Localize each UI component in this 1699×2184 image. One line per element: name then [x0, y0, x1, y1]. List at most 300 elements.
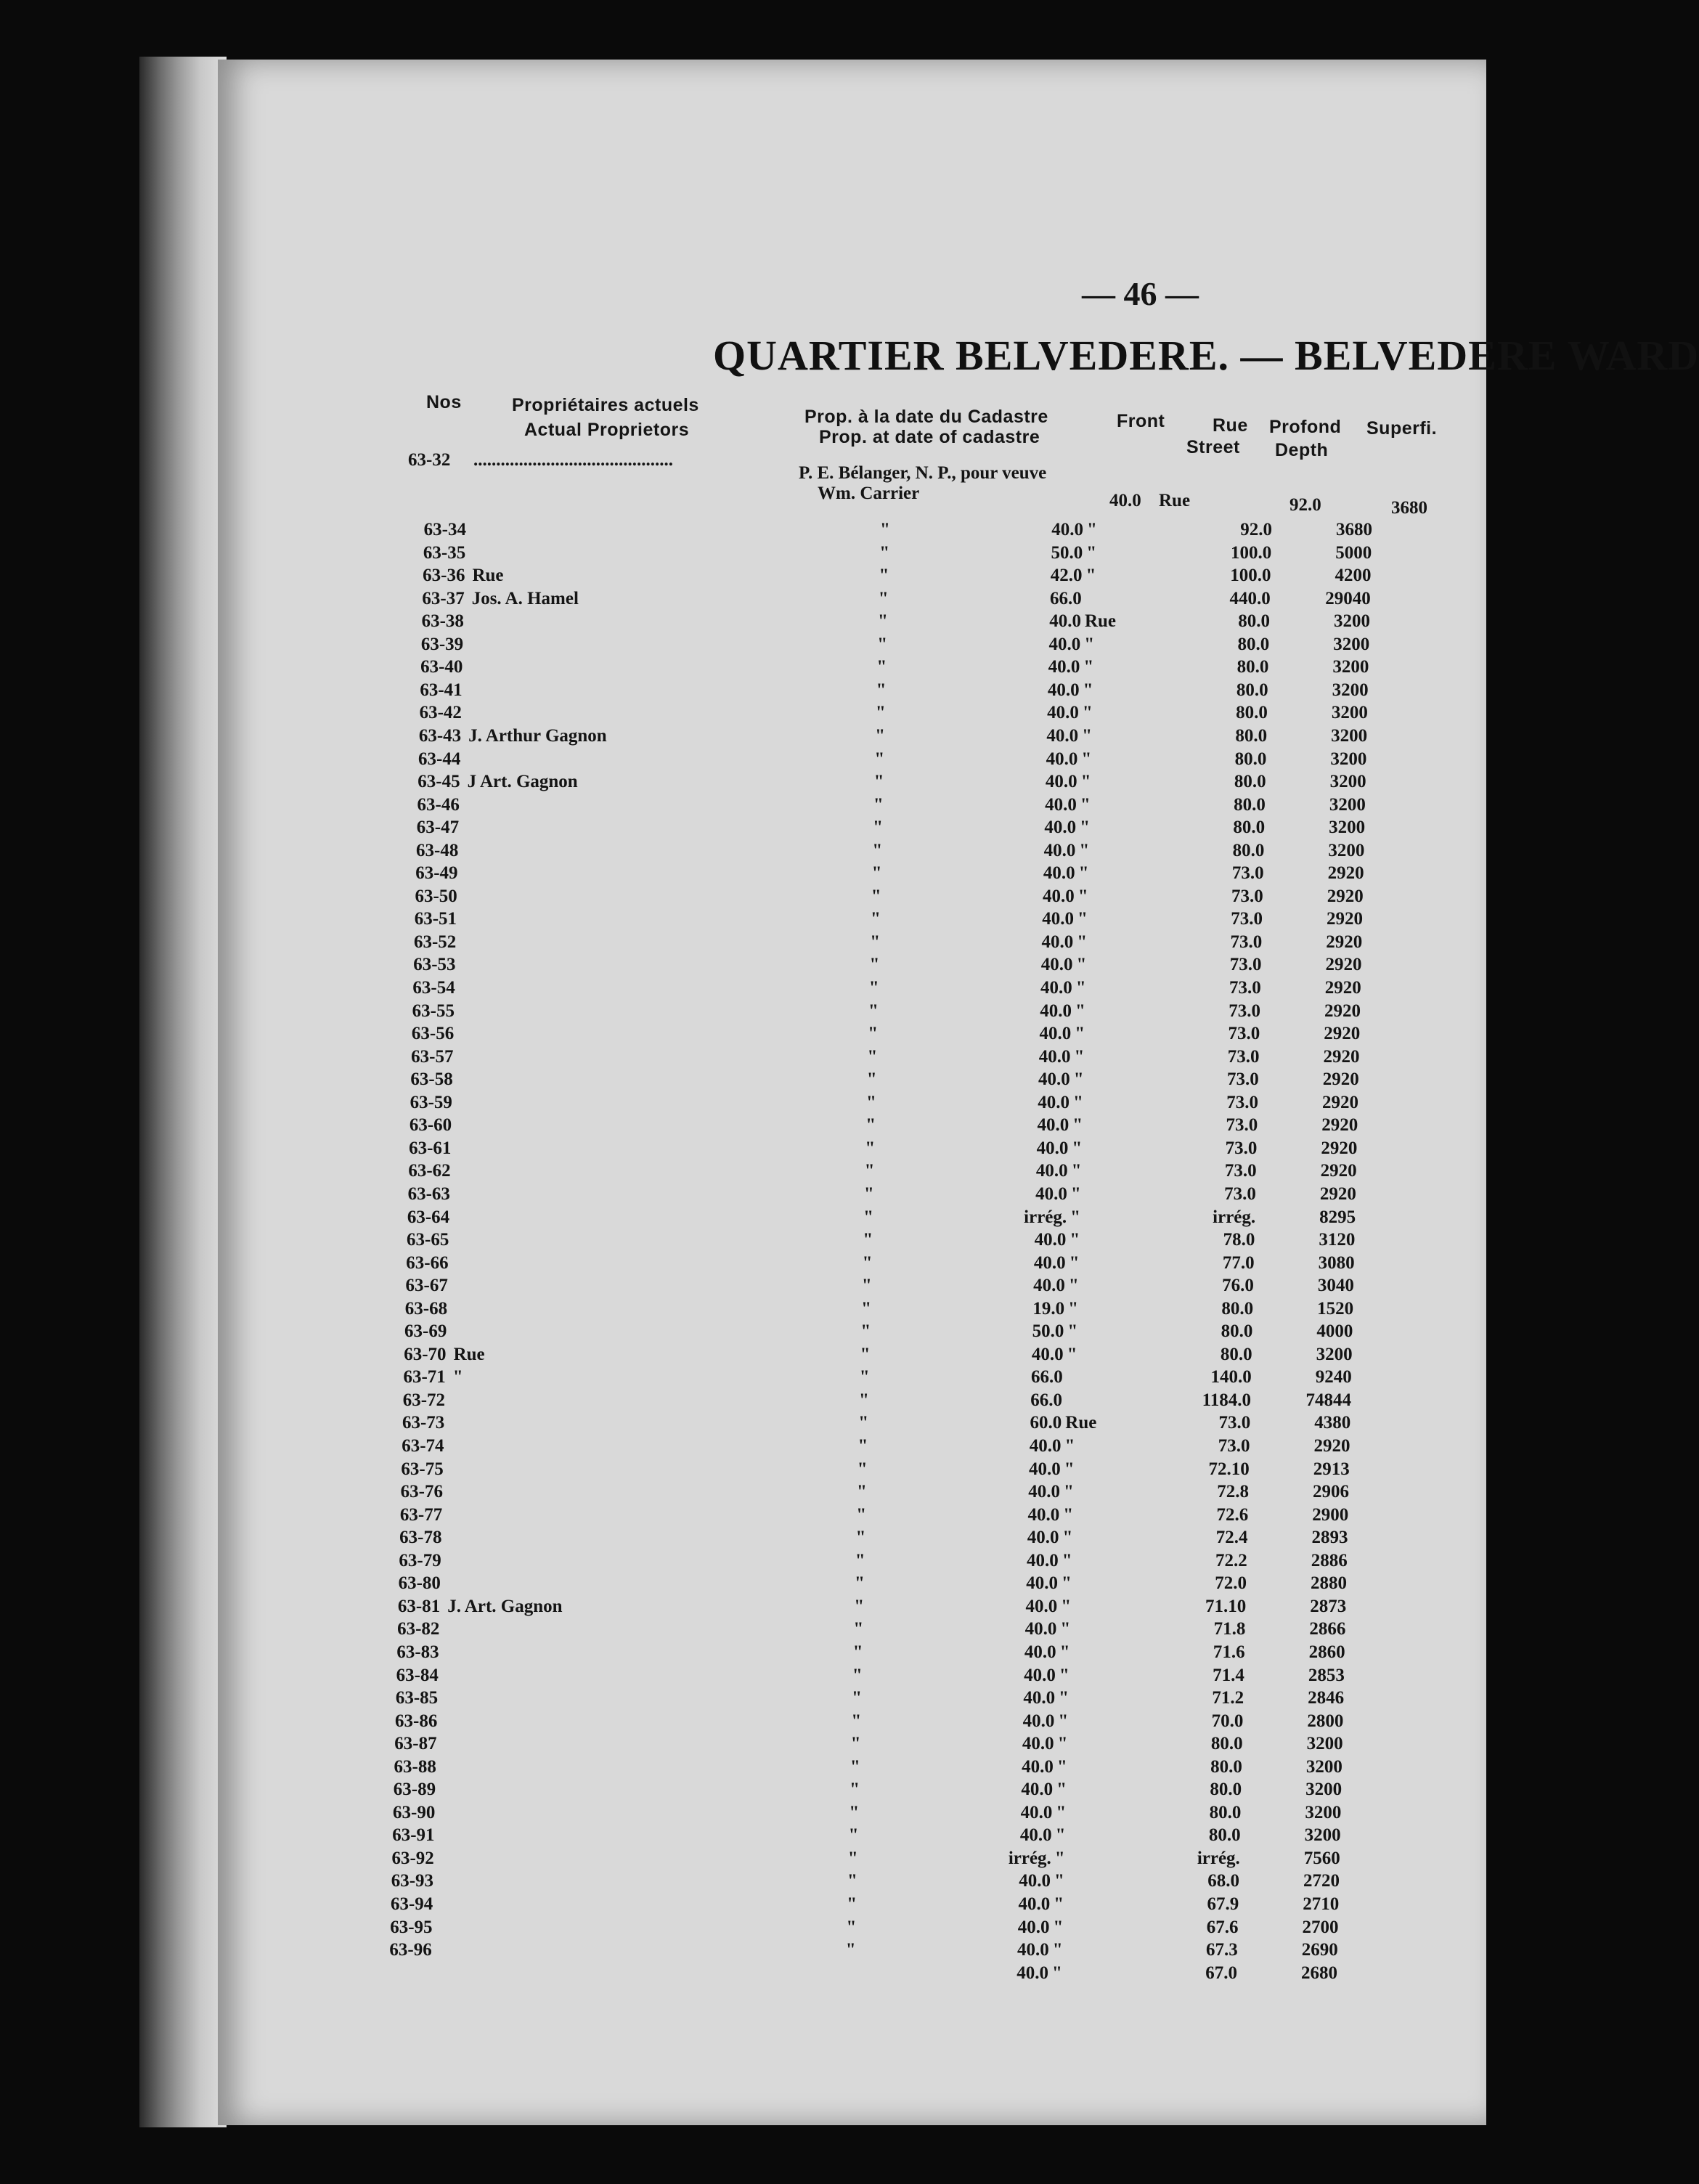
table-row — [367, 1939, 1354, 1961]
depth-value: 80.0 — [1234, 772, 1266, 792]
superficie-value: 3200 — [1316, 1344, 1353, 1364]
lot-number: 63-63 — [407, 1183, 450, 1204]
depth-value: 73.0 — [1226, 1092, 1258, 1112]
superficie-value: 2873 — [1310, 1596, 1347, 1616]
street-ditto: " — [1064, 1436, 1075, 1456]
superficie-value: 2920 — [1321, 1092, 1358, 1112]
lot-number: 63-50 — [415, 886, 457, 906]
prop-at-cadastre: " — [861, 1298, 871, 1319]
depth-value: 67.0 — [1205, 1963, 1237, 1983]
prop-at-cadastre: " — [869, 955, 880, 975]
front-value: 40.0 — [1026, 1573, 1058, 1594]
depth-value: 72.10 — [1208, 1459, 1250, 1479]
entry-superf: 3680 — [1391, 498, 1427, 518]
lot-number: 63-83 — [396, 1642, 439, 1662]
superficie-value: 2800 — [1307, 1711, 1344, 1731]
front-value: 40.0 — [1035, 1161, 1068, 1181]
lot-number: 63-87 — [394, 1734, 437, 1754]
depth-value: 80.0 — [1236, 657, 1269, 677]
lot-number: 63-51 — [414, 909, 457, 929]
depth-value: 73.0 — [1224, 1183, 1256, 1204]
street-ditto: " — [1075, 978, 1086, 998]
depth-value: 80.0 — [1232, 840, 1265, 860]
table-row — [391, 931, 1378, 953]
table-row — [399, 610, 1386, 632]
prop-at-cadastre: " — [854, 1596, 865, 1616]
owner-name: " — [452, 1367, 463, 1388]
prop-at-cadastre: " — [854, 1573, 865, 1594]
superficie-value: 2920 — [1324, 978, 1361, 998]
superficie-value: 3200 — [1305, 1756, 1343, 1777]
lot-number: 63-40 — [420, 657, 463, 677]
front-value: 42.0 — [1050, 566, 1083, 586]
front-value: 40.0 — [1040, 978, 1072, 998]
street-ditto: " — [1062, 1528, 1073, 1548]
superficie-value: 3200 — [1306, 1734, 1343, 1754]
lot-number: 63-84 — [396, 1665, 439, 1685]
prop-at-cadastre: " — [852, 1642, 863, 1662]
lot-number: 63-37 — [422, 588, 465, 608]
table-row — [367, 1893, 1355, 1915]
street-ditto: " — [1077, 932, 1088, 952]
lot-number: 63-72 — [402, 1390, 446, 1410]
lot-number: 63-36 — [423, 566, 465, 586]
depth-value: 80.0 — [1236, 703, 1268, 723]
depth-value: 73.0 — [1226, 1069, 1259, 1090]
depth-value: 80.0 — [1210, 1780, 1242, 1800]
street-ditto: " — [1056, 1802, 1067, 1822]
table-row — [378, 1458, 1366, 1480]
front-value: 66.0 — [1031, 1367, 1063, 1388]
street-ditto: " — [1085, 566, 1096, 586]
prop-at-cadastre: " — [866, 1069, 877, 1090]
lot-number: 63-69 — [404, 1321, 447, 1342]
front-value: 40.0 — [1022, 1734, 1054, 1754]
front-value: 40.0 — [1033, 1252, 1066, 1273]
lot-number: 63-46 — [417, 794, 460, 815]
header-rue-fr: Rue — [1213, 415, 1248, 436]
front-value: 60.0 — [1030, 1413, 1062, 1433]
table-row — [400, 542, 1388, 564]
entry-prop-line2: Wm. Carrier — [818, 484, 920, 503]
prop-at-cadastre: " — [873, 794, 884, 815]
front-value: 40.0 — [1037, 1115, 1069, 1136]
street-ditto: " — [1076, 955, 1087, 975]
table-row — [372, 1687, 1360, 1709]
superficie-value: 2893 — [1311, 1528, 1348, 1548]
front-value: 40.0 — [1040, 1001, 1072, 1021]
lot-number: 63-35 — [423, 542, 466, 563]
street-ditto: " — [1058, 1711, 1069, 1731]
table-row — [384, 1206, 1372, 1228]
depth-value: 67.6 — [1206, 1917, 1239, 1937]
lot-number: 63-67 — [405, 1276, 448, 1296]
prop-at-cadastre: " — [871, 886, 881, 906]
front-value: 40.0 — [1033, 1276, 1065, 1296]
header-prop-fr: Prop. à la date du Cadastre — [804, 407, 1048, 427]
table-row — [375, 1572, 1363, 1594]
front-value: 40.0 — [1018, 1894, 1051, 1914]
street-ditto: " — [1052, 1940, 1063, 1960]
street-ditto: " — [1073, 1069, 1084, 1090]
front-value: 40.0 — [1051, 520, 1083, 539]
prop-at-cadastre: " — [859, 1390, 869, 1410]
lot-number: 63-75 — [401, 1459, 444, 1479]
superficie-value: 3200 — [1330, 749, 1367, 769]
header-depth-en: Depth — [1275, 440, 1329, 460]
street-ditto: " — [1062, 1550, 1072, 1570]
depth-value: 80.0 — [1208, 1825, 1241, 1846]
front-value: 40.0 — [1017, 1940, 1049, 1960]
front-value: 40.0 — [1026, 1550, 1059, 1570]
superficie-value: 2860 — [1308, 1642, 1345, 1662]
prop-at-cadastre: " — [875, 703, 886, 723]
page-number: — 46 — — [1082, 275, 1199, 312]
depth-value: 71.2 — [1212, 1688, 1244, 1708]
street-ditto: " — [1067, 1344, 1077, 1364]
superficie-value: 2913 — [1313, 1459, 1350, 1479]
superficie-value: 2920 — [1326, 932, 1363, 952]
prop-at-cadastre: " — [846, 1917, 857, 1937]
depth-value: 76.0 — [1222, 1276, 1254, 1296]
book-binding — [139, 57, 227, 2127]
prop-at-cadastre: " — [867, 1046, 878, 1067]
prop-at-cadastre: " — [860, 1344, 871, 1364]
street-ditto: " — [1059, 1688, 1069, 1708]
lot-number: 63-76 — [400, 1482, 443, 1502]
street-ditto: " — [1063, 1504, 1074, 1525]
prop-at-cadastre: " — [848, 1825, 859, 1846]
street-ditto: " — [1083, 657, 1094, 677]
prop-at-cadastre: " — [874, 749, 885, 769]
table-row — [372, 1732, 1359, 1755]
table-row — [370, 1801, 1357, 1824]
superficie-value: 74844 — [1305, 1390, 1352, 1410]
front-value: 40.0 — [1022, 1756, 1054, 1777]
table-row — [379, 1435, 1366, 1457]
header-depth-fr: Profond — [1269, 417, 1342, 437]
front-value: 40.0 — [1043, 863, 1075, 884]
table-row — [377, 1504, 1364, 1526]
street-ditto: " — [1086, 542, 1097, 563]
table-row — [383, 1228, 1371, 1251]
table-row — [392, 885, 1380, 908]
depth-value: 80.0 — [1221, 1321, 1253, 1342]
table-row — [388, 1046, 1375, 1068]
depth-value: 72.0 — [1215, 1573, 1247, 1594]
table-row — [393, 839, 1380, 862]
lot-number: 63-70 — [404, 1344, 447, 1364]
lot-number: 63-85 — [395, 1688, 439, 1708]
front-value: 40.0 — [1038, 1092, 1069, 1112]
street-ditto: " — [1068, 1276, 1079, 1296]
street-ditto: " — [1053, 1917, 1064, 1937]
front-value: 40.0 — [1047, 680, 1080, 700]
superficie-value: 3200 — [1332, 680, 1369, 700]
street-ditto: " — [1057, 1734, 1068, 1754]
superficie-value: 2920 — [1313, 1436, 1350, 1456]
header-prop-en: Prop. at date of cadastre — [819, 427, 1040, 447]
front-value: 40.0 — [1045, 794, 1077, 815]
front-value: 40.0 — [1046, 725, 1079, 746]
street-ditto: " — [1061, 1573, 1072, 1594]
prop-at-cadastre: " — [863, 1207, 874, 1227]
superficie-value: 3200 — [1332, 657, 1369, 677]
lot-number: 63-92 — [391, 1848, 434, 1868]
depth-value: 100.0 — [1230, 542, 1272, 563]
table-row — [397, 656, 1385, 678]
depth-value: 140.0 — [1210, 1367, 1252, 1388]
superficie-value: 3040 — [1317, 1276, 1354, 1296]
lot-number: 63-52 — [413, 932, 457, 952]
header-owner-en: Actual Proprietors — [524, 420, 690, 440]
superficie-value: 2846 — [1308, 1688, 1345, 1708]
prop-at-cadastre: " — [868, 1024, 879, 1044]
front-value: 40.0 — [1038, 1046, 1071, 1067]
lot-number: 63-68 — [404, 1298, 448, 1319]
prop-at-cadastre: " — [847, 1848, 858, 1868]
prop-at-cadastre: " — [863, 1183, 874, 1204]
prop-at-cadastre: " — [850, 1780, 860, 1800]
prop-at-cadastre: " — [878, 588, 889, 608]
street-ditto: " — [1054, 1871, 1064, 1891]
prop-at-cadastre: " — [879, 566, 889, 586]
table-row — [376, 1549, 1364, 1572]
depth-value: 70.0 — [1211, 1711, 1244, 1731]
superficie-value: 2920 — [1321, 1115, 1358, 1136]
depth-value: 77.0 — [1222, 1252, 1255, 1273]
front-value: 40.0 — [1043, 840, 1076, 860]
table-row — [387, 1091, 1374, 1114]
depth-value: 72.2 — [1215, 1550, 1247, 1570]
table-row — [375, 1595, 1362, 1618]
prop-at-cadastre: " — [857, 1482, 867, 1502]
table-row — [369, 1847, 1356, 1870]
street-ditto: " — [1077, 886, 1088, 906]
table-row — [391, 908, 1379, 930]
header-owner-fr: Propriétaires actuels — [512, 395, 699, 415]
front-value: 40.0 — [1016, 1963, 1048, 1983]
depth-value: 80.0 — [1233, 818, 1266, 838]
table-row — [388, 1022, 1376, 1045]
front-value: 40.0 — [1024, 1665, 1056, 1685]
street-ditto: " — [1075, 1024, 1085, 1044]
depth-value: 67.3 — [1206, 1940, 1238, 1960]
street-ditto: " — [1077, 909, 1088, 929]
lot-number: 63-93 — [391, 1871, 434, 1891]
prop-at-cadastre: " — [870, 932, 881, 952]
prop-at-cadastre: " — [873, 772, 884, 792]
street-ditto: " — [1054, 1848, 1065, 1868]
lot-number: 63-39 — [420, 634, 464, 654]
prop-at-cadastre: " — [865, 1115, 876, 1136]
front-value: 40.0 — [1036, 1138, 1069, 1158]
superficie-value: 4380 — [1314, 1413, 1351, 1433]
superficie-value: 3200 — [1304, 1825, 1341, 1846]
superficie-value: 2920 — [1327, 863, 1364, 884]
superficie-value: 2920 — [1324, 1024, 1361, 1044]
depth-value: 80.0 — [1220, 1344, 1252, 1364]
front-value: 40.0 — [1046, 749, 1078, 769]
street-ditto: " — [1075, 1001, 1085, 1021]
superficie-value: 3200 — [1331, 725, 1368, 746]
street-ditto: " — [1059, 1665, 1069, 1685]
header-superf: Superfi. — [1366, 418, 1438, 439]
superficie-value: 3200 — [1331, 703, 1368, 723]
table-row — [390, 977, 1377, 999]
street-ditto: " — [1052, 1963, 1062, 1983]
superficie-value: 3200 — [1329, 818, 1366, 838]
street-ditto: " — [1080, 794, 1091, 815]
superficie-value: 2866 — [1309, 1619, 1346, 1639]
front-value: irrég. — [1024, 1207, 1067, 1227]
front-value: 40.0 — [1021, 1780, 1054, 1800]
depth-value: 67.9 — [1207, 1894, 1239, 1914]
table-row — [370, 1778, 1358, 1801]
table-row — [386, 1160, 1373, 1182]
entry-number: 63-32 — [408, 450, 451, 470]
table-row — [395, 748, 1382, 770]
table-row — [397, 679, 1385, 701]
depth-value: 73.0 — [1227, 1046, 1260, 1067]
table-row — [394, 816, 1381, 839]
front-value: 66.0 — [1030, 1390, 1063, 1410]
front-value: 19.0 — [1032, 1298, 1065, 1319]
front-value: 40.0 — [1049, 611, 1081, 632]
lot-number: 63-90 — [393, 1802, 436, 1822]
prop-at-cadastre: " — [877, 611, 888, 632]
table-row — [368, 1870, 1356, 1892]
superficie-value: 3200 — [1333, 611, 1370, 632]
owner-name: J. Art. Gagnon — [447, 1596, 563, 1616]
lot-number: 63-53 — [413, 955, 456, 975]
lot-number: 63-88 — [394, 1756, 436, 1777]
prop-at-cadastre: " — [852, 1665, 863, 1685]
prop-at-cadastre: " — [865, 1092, 876, 1112]
prop-at-cadastre: " — [879, 542, 890, 563]
front-value: 40.0 — [1041, 932, 1074, 952]
table-row — [383, 1252, 1371, 1274]
lot-number: 63-57 — [411, 1046, 454, 1067]
header-front: Front — [1117, 411, 1165, 431]
table-row — [380, 1366, 1368, 1388]
table-row — [393, 862, 1380, 884]
lot-number: 63-44 — [418, 749, 461, 769]
entry-front: 40.0 — [1109, 491, 1141, 510]
front-value: 40.0 — [1048, 634, 1081, 654]
lot-number: 63-55 — [412, 1001, 455, 1021]
street-ditto: " — [1070, 1183, 1081, 1204]
street-ditto: " — [1079, 840, 1090, 860]
depth-value: 80.0 — [1238, 611, 1270, 632]
street-ditto: Rue — [1065, 1413, 1097, 1433]
superficie-value: 7560 — [1303, 1848, 1340, 1868]
superficie-value: 2920 — [1320, 1161, 1357, 1181]
prop-at-cadastre: " — [863, 1230, 873, 1250]
lot-number: 63-74 — [402, 1436, 444, 1456]
depth-value: 92.0 — [1240, 520, 1272, 539]
depth-value: 72.6 — [1216, 1504, 1249, 1525]
lot-number: 63-82 — [397, 1619, 440, 1639]
table-row — [380, 1389, 1367, 1411]
depth-value: 80.0 — [1210, 1734, 1243, 1754]
superficie-value: 3120 — [1319, 1230, 1356, 1250]
prop-at-cadastre: " — [875, 725, 886, 746]
depth-value: 80.0 — [1236, 680, 1268, 700]
prop-at-cadastre: " — [856, 1504, 867, 1525]
prop-at-cadastre: " — [865, 1138, 876, 1158]
prop-at-cadastre: " — [868, 1001, 879, 1021]
front-value: 40.0 — [1027, 1528, 1059, 1548]
lot-number: 63-95 — [390, 1917, 433, 1937]
lot-number: 63-43 — [418, 725, 462, 746]
front-value: 40.0 — [1024, 1619, 1057, 1639]
street-ditto: " — [1081, 749, 1092, 769]
prop-at-cadastre: " — [850, 1734, 861, 1754]
front-value: 40.0 — [1040, 955, 1073, 975]
table-row — [372, 1710, 1359, 1732]
prop-at-cadastre: " — [852, 1688, 863, 1708]
table-row — [382, 1297, 1369, 1320]
prop-at-cadastre: " — [862, 1252, 873, 1273]
table-row — [376, 1526, 1364, 1549]
table-row — [386, 1137, 1373, 1160]
prop-at-cadastre: " — [861, 1276, 872, 1296]
page-title: QUARTIER BELVEDERE. — BELVEDERE WARD — [713, 332, 1699, 379]
depth-value: 73.0 — [1218, 1413, 1251, 1433]
prop-at-cadastre: " — [857, 1436, 868, 1456]
front-value: 40.0 — [1039, 1024, 1072, 1044]
superficie-value: 1520 — [1317, 1298, 1354, 1319]
front-value: 40.0 — [1024, 1642, 1056, 1662]
street-ditto: " — [1074, 1046, 1085, 1067]
lot-number: 63-56 — [411, 1024, 455, 1044]
owner-name: J. Arthur Gagnon — [468, 725, 607, 746]
prop-at-cadastre: " — [853, 1619, 864, 1639]
lot-number: 63-34 — [423, 520, 466, 539]
superficie-value: 2920 — [1323, 1046, 1360, 1067]
lot-number: 63-58 — [410, 1069, 453, 1090]
front-value: 40.0 — [1020, 1802, 1053, 1822]
table-row — [398, 633, 1385, 656]
owner-name: Rue — [453, 1344, 485, 1364]
prop-at-cadastre: " — [858, 1413, 869, 1433]
prop-at-cadastre: " — [877, 634, 888, 654]
front-value: 40.0 — [1031, 1344, 1064, 1364]
depth-value: 80.0 — [1209, 1802, 1242, 1822]
street-ditto: " — [1054, 1894, 1064, 1914]
prop-at-cadastre: " — [871, 909, 881, 929]
superficie-value: 3200 — [1328, 840, 1365, 860]
depth-value: 440.0 — [1229, 588, 1271, 608]
superficie-value: 2710 — [1303, 1894, 1340, 1914]
street-ditto: " — [1068, 1298, 1078, 1319]
street-ditto: " — [1059, 1642, 1070, 1662]
prop-at-cadastre: " — [850, 1756, 860, 1777]
front-value: 40.0 — [1042, 909, 1075, 929]
depth-value: 73.0 — [1231, 886, 1263, 906]
owner-name: J Art. Gagnon — [467, 772, 578, 792]
lot-number: 63-94 — [390, 1894, 433, 1914]
prop-at-cadastre: " — [864, 1161, 875, 1181]
depth-value: 1184.0 — [1202, 1390, 1252, 1410]
table-row — [399, 564, 1387, 587]
street-ditto: " — [1072, 1138, 1083, 1158]
front-value: 66.0 — [1049, 588, 1082, 608]
front-value: 40.0 — [1028, 1482, 1060, 1502]
street-ditto: " — [1083, 680, 1093, 700]
street-ditto: " — [1061, 1596, 1072, 1616]
